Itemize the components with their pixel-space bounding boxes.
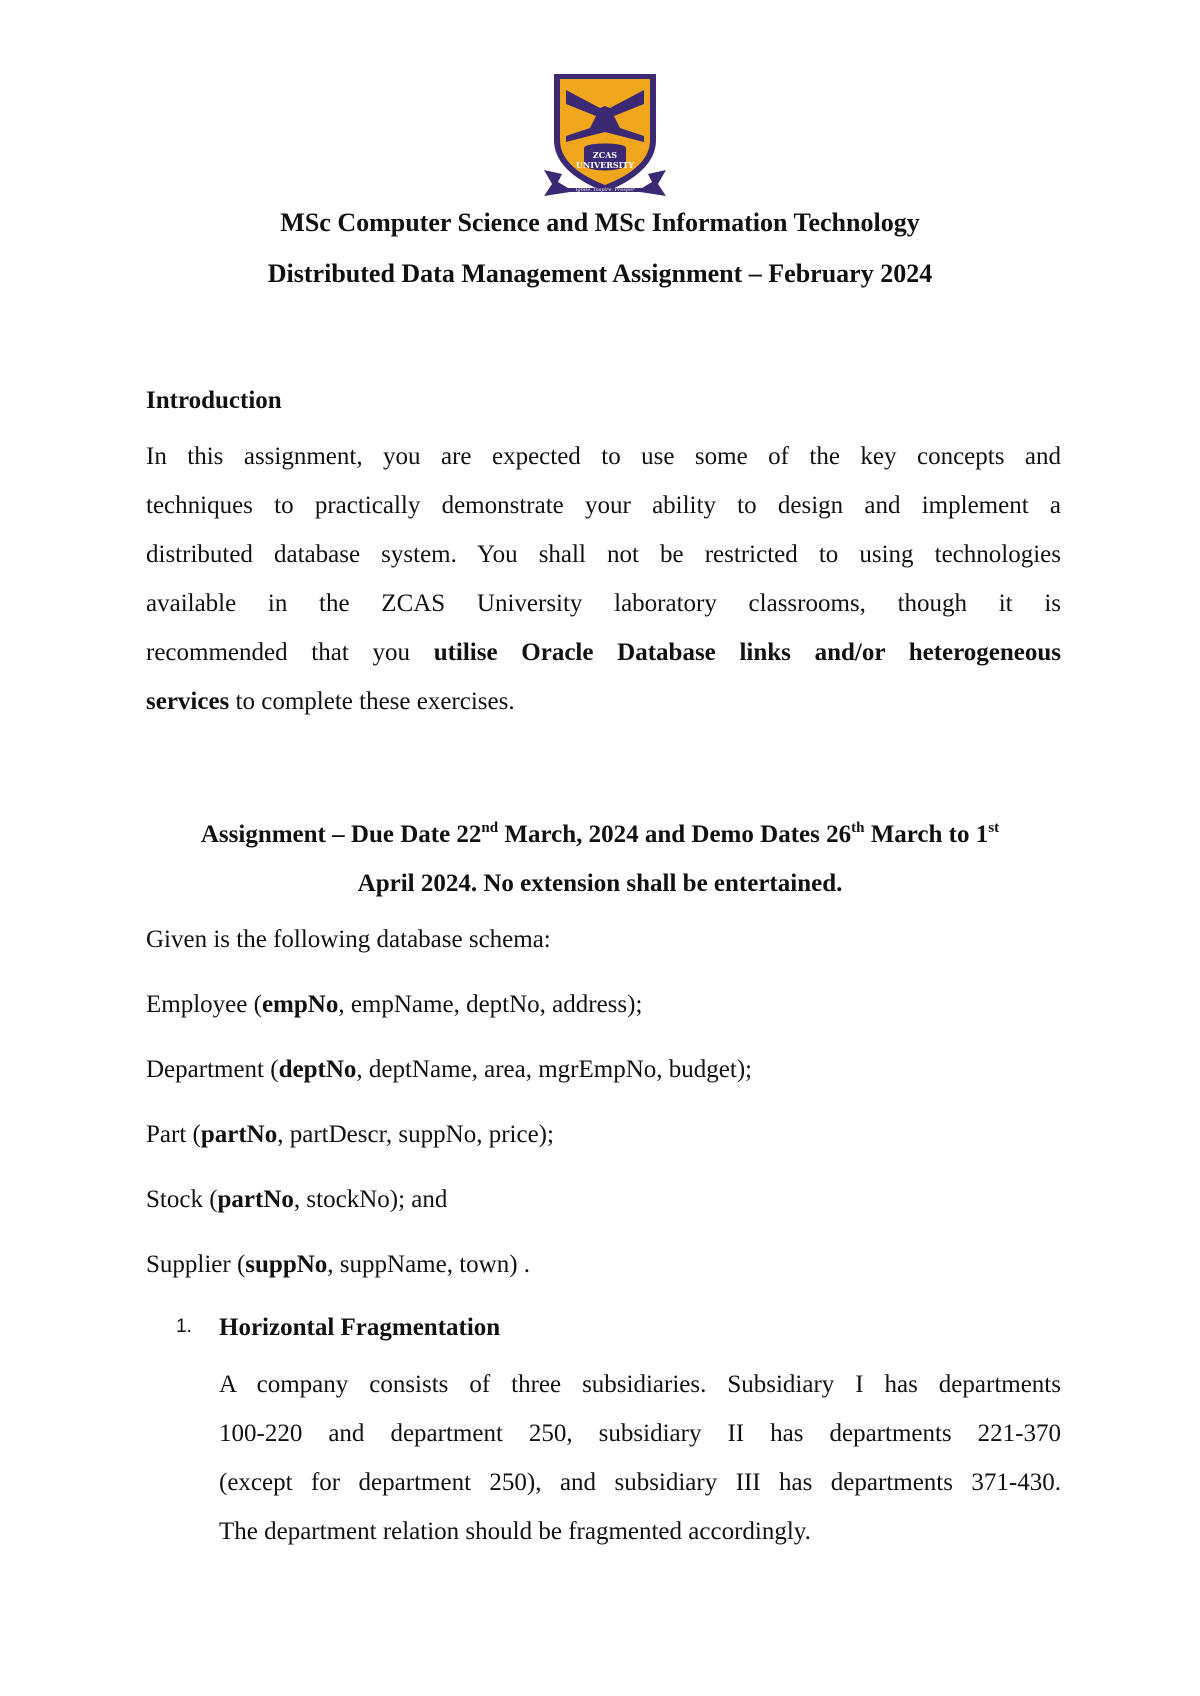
logo-motto: Ignite. Inspire. Prosper bbox=[575, 187, 635, 193]
intro-line-6 bbox=[146, 677, 1061, 726]
intro-line-6-post: to complete these exercises. bbox=[229, 688, 515, 715]
relation-attrs: , suppName, town) . bbox=[327, 1251, 531, 1278]
schema-relation bbox=[146, 1121, 554, 1149]
relation-attrs: , deptName, area, mgrEmpNo, budget); bbox=[356, 1056, 753, 1083]
ordinal-sup: th bbox=[851, 820, 865, 836]
relation-name: Part ( bbox=[146, 1121, 201, 1148]
assignment-to-text: March to 1 bbox=[864, 821, 989, 848]
relation-attrs: , partDescr, suppNo, price); bbox=[277, 1121, 554, 1148]
relation-name: Stock ( bbox=[146, 1186, 218, 1213]
schema-relation bbox=[146, 1056, 752, 1084]
section-line-1: A company consists of three subsidiaries. Subsidiary I has departments bbox=[219, 1371, 1061, 1398]
relation-key: suppNo bbox=[245, 1251, 328, 1278]
assignment-line-2: April 2024. No extension shall be entertained. bbox=[357, 870, 843, 897]
intro-paragraph bbox=[146, 432, 1061, 726]
section-line-4: The department relation should be fragmented accordingly. bbox=[219, 1518, 811, 1545]
logo-name-line2: UNIVERSITY bbox=[575, 160, 635, 170]
intro-heading: Introduction bbox=[146, 387, 282, 414]
assignment-heading bbox=[120, 810, 1080, 908]
schema-intro: Given is the following database schema: bbox=[146, 926, 551, 953]
intro-line-2: techniques to practically demonstrate your ability to design and implement a bbox=[146, 492, 1061, 519]
relation-key: deptNo bbox=[278, 1056, 357, 1083]
university-logo bbox=[540, 70, 670, 206]
relation-key: empNo bbox=[261, 991, 339, 1018]
intro-line-5-bold: utilise Oracle Database links and/or heterogeneous bbox=[433, 639, 1061, 666]
relation-attrs: , empName, deptNo, address); bbox=[338, 991, 643, 1018]
section-number: 1. bbox=[176, 1316, 192, 1337]
intro-line-5-pre: recommended that you bbox=[146, 639, 434, 666]
relation-name: Department ( bbox=[146, 1056, 279, 1083]
section-paragraph bbox=[219, 1360, 1061, 1556]
ordinal-sup: st bbox=[988, 820, 1000, 836]
section-line-2: 100-220 and department 250, subsidiary II has departments 221-370 bbox=[219, 1420, 1061, 1447]
intro-line-3: distributed database system. You shall not be restricted to using technologies bbox=[146, 541, 1061, 568]
header-line-1: MSc Computer Science and MSc Information Technology bbox=[280, 208, 920, 237]
relation-attrs: , stockNo); and bbox=[293, 1186, 448, 1213]
intro-line-6-bold: services bbox=[146, 688, 230, 715]
intro-line-4: available in the ZCAS University laboratory classrooms, though it is bbox=[146, 590, 1061, 617]
schema-relation bbox=[146, 1186, 447, 1214]
assignment-due-text: Assignment – Due Date 22 bbox=[200, 821, 482, 848]
section-line-3: (except for department 250), and subsidiary III has departments 371-430. bbox=[219, 1469, 1061, 1496]
header-line-2: Distributed Data Management Assignment – February 2024 bbox=[267, 259, 933, 288]
relation-name: Supplier ( bbox=[146, 1251, 246, 1278]
relation-key: partNo bbox=[200, 1121, 278, 1148]
relation-name: Employee ( bbox=[146, 991, 262, 1018]
ordinal-sup: nd bbox=[481, 820, 499, 836]
relation-key: partNo bbox=[217, 1186, 294, 1213]
logo-name-line1: ZCAS bbox=[592, 150, 618, 160]
assignment-demo-text: March, 2024 and Demo Dates 26 bbox=[498, 821, 852, 848]
section-title: Horizontal Fragmentation bbox=[219, 1314, 501, 1341]
schema-relation bbox=[146, 1251, 530, 1279]
schema-relation bbox=[146, 991, 642, 1019]
intro-line-5 bbox=[146, 628, 1061, 677]
intro-line-1: In this assignment, you are expected to use some of the key concepts and bbox=[146, 443, 1061, 470]
assignment-line-1 bbox=[120, 810, 1080, 859]
